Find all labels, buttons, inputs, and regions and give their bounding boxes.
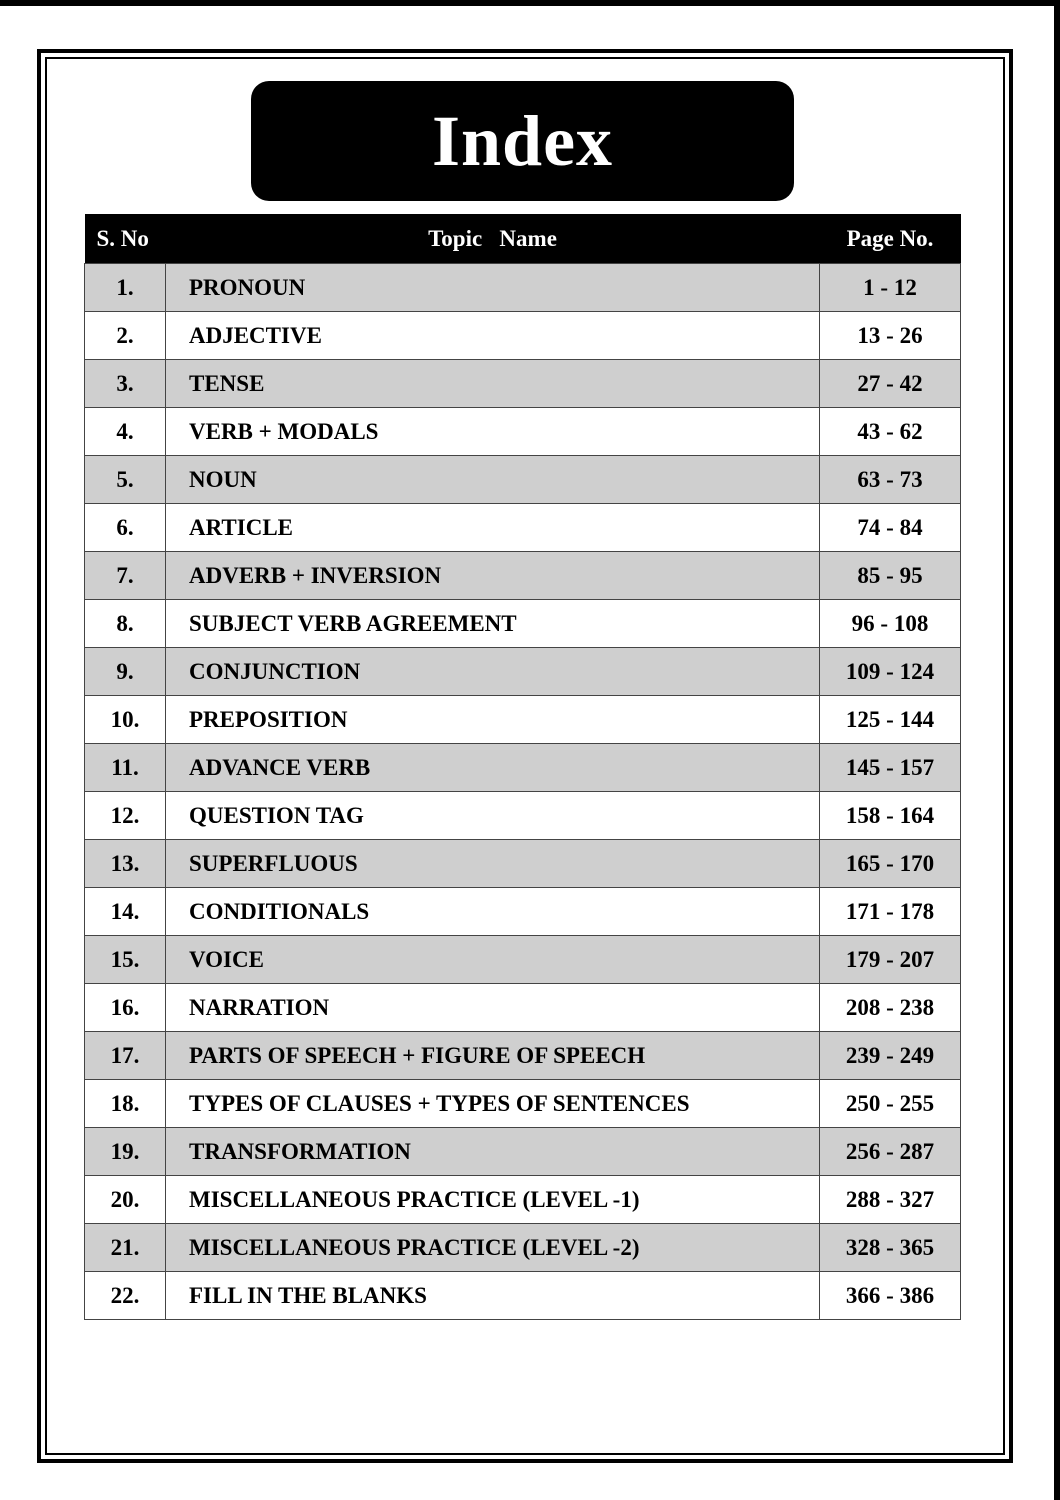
row-topic: MISCELLANEOUS PRACTICE (LEVEL -1) <box>166 1176 820 1224</box>
row-topic: NOUN <box>166 456 820 504</box>
row-pages: 179 - 207 <box>820 936 961 984</box>
row-pages: 13 - 26 <box>820 312 961 360</box>
table-header-row <box>85 214 961 264</box>
row-pages: 96 - 108 <box>820 600 961 648</box>
row-sno: 1. <box>85 264 166 312</box>
row-sno: 3. <box>85 360 166 408</box>
table-row <box>85 1176 961 1224</box>
row-sno: 8. <box>85 600 166 648</box>
table-row <box>85 264 961 312</box>
table-row <box>85 600 961 648</box>
table-row <box>85 696 961 744</box>
table-row <box>85 312 961 360</box>
row-pages: 288 - 327 <box>820 1176 961 1224</box>
row-topic: SUBJECT VERB AGREEMENT <box>166 600 820 648</box>
row-topic: ADVERB + INVERSION <box>166 552 820 600</box>
index-table <box>84 214 961 1320</box>
row-pages: 158 - 164 <box>820 792 961 840</box>
row-pages: 250 - 255 <box>820 1080 961 1128</box>
row-pages: 109 - 124 <box>820 648 961 696</box>
table-row <box>85 888 961 936</box>
table-row <box>85 840 961 888</box>
row-topic: VOICE <box>166 936 820 984</box>
row-topic: CONJUNCTION <box>166 648 820 696</box>
row-sno: 17. <box>85 1032 166 1080</box>
row-topic: QUESTION TAG <box>166 792 820 840</box>
row-pages: 27 - 42 <box>820 360 961 408</box>
header-page: Page No. <box>820 214 961 264</box>
row-topic: VERB + MODALS <box>166 408 820 456</box>
row-pages: 1 - 12 <box>820 264 961 312</box>
row-topic: NARRATION <box>166 984 820 1032</box>
header-sno: S. No <box>85 214 166 264</box>
row-pages: 85 - 95 <box>820 552 961 600</box>
table-row <box>85 792 961 840</box>
row-pages: 165 - 170 <box>820 840 961 888</box>
row-sno: 19. <box>85 1128 166 1176</box>
row-pages: 171 - 178 <box>820 888 961 936</box>
row-topic: PARTS OF SPEECH + FIGURE OF SPEECH <box>166 1032 820 1080</box>
row-topic: TENSE <box>166 360 820 408</box>
row-pages: 208 - 238 <box>820 984 961 1032</box>
row-pages: 63 - 73 <box>820 456 961 504</box>
row-topic: ADJECTIVE <box>166 312 820 360</box>
row-sno: 15. <box>85 936 166 984</box>
row-sno: 13. <box>85 840 166 888</box>
row-topic: MISCELLANEOUS PRACTICE (LEVEL -2) <box>166 1224 820 1272</box>
row-sno: 9. <box>85 648 166 696</box>
table-row <box>85 552 961 600</box>
row-sno: 2. <box>85 312 166 360</box>
top-edge-rule <box>0 0 1060 6</box>
row-sno: 11. <box>85 744 166 792</box>
row-pages: 328 - 365 <box>820 1224 961 1272</box>
table-row <box>85 360 961 408</box>
row-sno: 18. <box>85 1080 166 1128</box>
row-sno: 10. <box>85 696 166 744</box>
row-topic: FILL IN THE BLANKS <box>166 1272 820 1320</box>
row-topic: CONDITIONALS <box>166 888 820 936</box>
row-sno: 6. <box>85 504 166 552</box>
page-title: Index <box>431 100 614 181</box>
table-row <box>85 744 961 792</box>
row-pages: 125 - 144 <box>820 696 961 744</box>
row-topic: TYPES OF CLAUSES + TYPES OF SENTENCES <box>166 1080 820 1128</box>
table-row <box>85 1224 961 1272</box>
row-sno: 21. <box>85 1224 166 1272</box>
row-sno: 7. <box>85 552 166 600</box>
table-row <box>85 648 961 696</box>
table-row <box>85 1032 961 1080</box>
row-sno: 14. <box>85 888 166 936</box>
row-sno: 4. <box>85 408 166 456</box>
row-pages: 239 - 249 <box>820 1032 961 1080</box>
right-edge-rule <box>1054 0 1060 1500</box>
row-pages: 74 - 84 <box>820 504 961 552</box>
row-pages: 366 - 386 <box>820 1272 961 1320</box>
table-row <box>85 456 961 504</box>
table-row <box>85 936 961 984</box>
row-sno: 12. <box>85 792 166 840</box>
row-sno: 16. <box>85 984 166 1032</box>
row-topic: SUPERFLUOUS <box>166 840 820 888</box>
row-topic: PRONOUN <box>166 264 820 312</box>
row-sno: 5. <box>85 456 166 504</box>
table-row <box>85 1128 961 1176</box>
table-row <box>85 984 961 1032</box>
table-row <box>85 1272 961 1320</box>
row-topic: ADVANCE VERB <box>166 744 820 792</box>
row-topic: TRANSFORMATION <box>166 1128 820 1176</box>
table-row <box>85 1080 961 1128</box>
table-row <box>85 504 961 552</box>
table-row <box>85 408 961 456</box>
title-banner <box>251 81 794 201</box>
header-topic: Topic Name <box>166 214 820 264</box>
table-body <box>85 264 961 1320</box>
row-pages: 145 - 157 <box>820 744 961 792</box>
row-topic: ARTICLE <box>166 504 820 552</box>
row-pages: 43 - 62 <box>820 408 961 456</box>
row-sno: 20. <box>85 1176 166 1224</box>
row-sno: 22. <box>85 1272 166 1320</box>
row-topic: PREPOSITION <box>166 696 820 744</box>
row-pages: 256 - 287 <box>820 1128 961 1176</box>
